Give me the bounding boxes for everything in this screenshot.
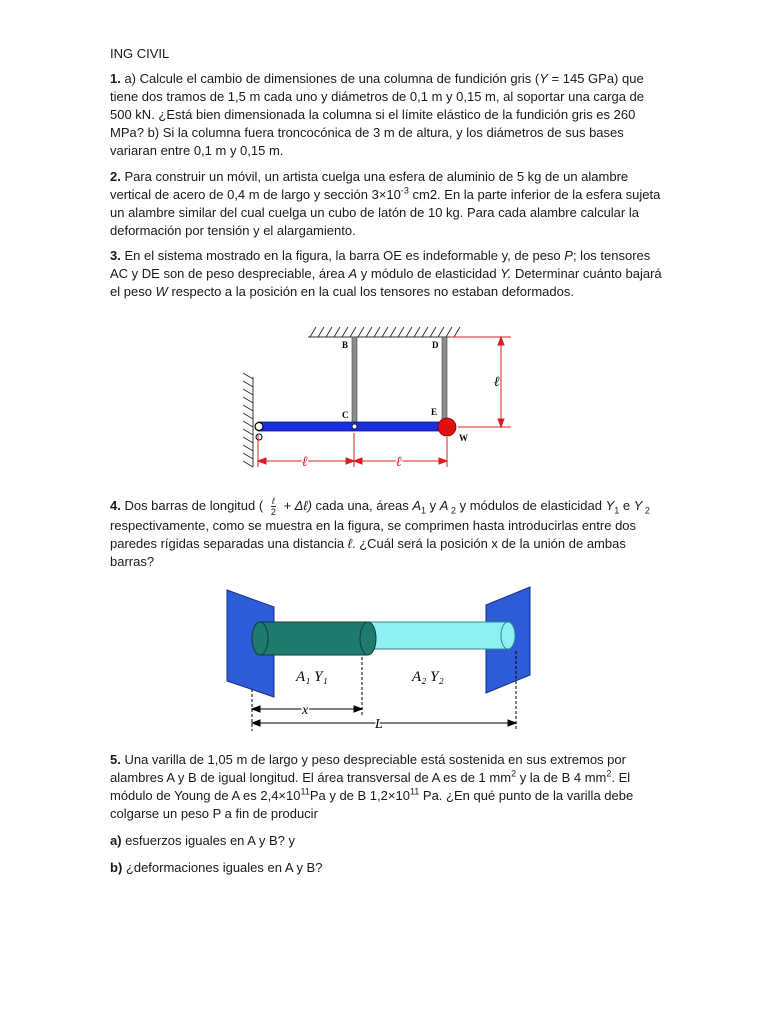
q5-exponent: 2	[606, 768, 612, 779]
question-5b	[110, 859, 662, 886]
question-3-number: 3.	[110, 248, 121, 263]
q5-exponent: 11	[300, 786, 310, 797]
q5-part: Pa y de B 1,2×10	[309, 788, 410, 803]
q4-part: e	[619, 497, 634, 513]
label-c: C	[342, 410, 349, 420]
q4-symbol: A	[412, 497, 422, 513]
label-w: W	[459, 433, 468, 443]
q1-part: a) Calcule el cambio de dimensiones de una columna de fundición gris (	[120, 71, 540, 86]
question-5a-label: a)	[110, 833, 122, 848]
q5-part: . El módulo de Young de A es 2,4×10	[110, 770, 631, 803]
q4-sub: 2	[642, 505, 650, 516]
question-2-text	[110, 168, 662, 240]
q4-sub: 2	[448, 505, 456, 516]
q4-part: respectivamente, como se muestra en la figura, se comprimen hasta introducirlas entre dos paredes rígidas separadas una distancia	[110, 518, 637, 551]
dim-vertical	[450, 337, 511, 427]
document-heading	[110, 44, 662, 73]
q1-symbol: Y	[539, 71, 548, 86]
question-1-text	[110, 70, 662, 160]
rod-bc	[352, 337, 357, 427]
joint-c	[352, 424, 357, 429]
q3-symbol: A	[348, 266, 358, 281]
ceiling-hatch	[308, 327, 466, 337]
q5-part: y la de B 4 mm	[516, 770, 607, 785]
question-2	[110, 168, 662, 249]
label-a1-y1: A₁ Y₁	[296, 669, 328, 685]
bar-2	[368, 622, 508, 649]
q5-exponent: 11	[409, 786, 420, 797]
q4-part: Dos barras de longitud (	[120, 497, 267, 513]
heading-text: ING CIVIL	[110, 46, 170, 61]
fraction-denominator: 2	[270, 507, 276, 517]
hinge-o	[255, 423, 263, 431]
question-1-number: 1.	[110, 71, 121, 86]
q2-part: cm2. En la parte inferior de la esfera sujeta un alambre similar del cual cuelga un cubo de latón de 10 kg. Para cada alambre calcular la deformación por tensión y el alargamiento.	[110, 187, 661, 238]
q4-part: . ¿Cuál será la posición x de la unión de ambas barras?	[110, 536, 626, 569]
question-5a-body: esfuerzos iguales en A y B? y	[121, 833, 295, 848]
q4-symbol: Y	[605, 497, 615, 513]
q1-part: = 145 GPa) que tiene dos tramos de 1,5 m cada uno y diámetros de 0,1 m y 0,15 m, al soportar una carga de 500 kN. ¿Está bien dimensionada la columna si el límite elástico de la fundición gris es 260 MPa? b) Si la columna fuera troncocónica de 3 m de altura, y los diámetros de sus bases variaran entre 0,1 m y 0,15 m.	[110, 71, 645, 158]
question-5a-text	[110, 832, 662, 850]
question-5a	[110, 832, 662, 859]
label-a2-y2: A₂ Y₂	[412, 669, 444, 685]
question-4	[110, 496, 662, 580]
question-5-text	[110, 751, 662, 823]
label-l-right: ℓ	[396, 455, 402, 470]
q3-part: respecto a la posición en la cual los tensores no estaban deformados.	[167, 284, 574, 299]
question-4-number: 4.	[110, 497, 121, 513]
question-5b-label: b)	[110, 860, 123, 875]
q5-part: Una varilla de 1,05 m de largo y peso despreciable está sostenida en sus extremos por alambres A y B de igual longitud. El área transversal de A es de 1 mm	[110, 752, 626, 785]
q5-part: Pa. ¿En qué punto de la varilla debe colgarse un peso P a fin de producir	[110, 788, 634, 821]
q3-symbol: W	[155, 284, 168, 299]
dim-horizontal	[258, 433, 447, 467]
label-b: B	[342, 340, 349, 350]
question-3	[110, 247, 662, 310]
figure-two-bars	[222, 585, 552, 735]
fraction-l-over-2	[271, 496, 276, 517]
label-l-left: ℓ	[302, 455, 308, 470]
label-l-vertical: ℓ	[494, 375, 500, 390]
q4-symbol: A	[439, 497, 449, 513]
question-5b-text	[110, 859, 662, 877]
question-5-number: 5.	[110, 752, 121, 767]
q4-sub: 1	[614, 505, 620, 516]
question-4-text	[110, 496, 662, 571]
q4-part: y módulos de elasticidad	[455, 497, 606, 513]
wall-hatch	[243, 373, 253, 467]
hinge-o-pin	[256, 434, 262, 440]
bar-1	[260, 622, 368, 655]
bar-1-start	[252, 622, 268, 655]
question-1	[110, 70, 662, 169]
q3-part: y módulo de elasticidad	[357, 266, 501, 281]
q4-sub: 1	[421, 505, 427, 516]
q3-part: En el sistema mostrado en la figura, la barra OE es indeformable y, de peso	[120, 248, 565, 263]
q3-part: Determinar cuánto bajará el peso	[110, 266, 662, 299]
q4-formula: + Δℓ)	[279, 497, 312, 513]
rod-de	[442, 337, 447, 427]
q3-symbol: P	[564, 248, 573, 263]
q3-part: ; los tensores AC y DE son de peso despreciable, área	[110, 248, 651, 281]
q4-symbol: Y	[633, 497, 643, 513]
q5-exponent: 2	[511, 768, 517, 779]
q2-exponent: -3	[400, 185, 409, 196]
label-e: E	[431, 407, 438, 417]
q4-symbol: ℓ	[347, 536, 352, 551]
q3-symbol: Y.	[500, 266, 512, 281]
question-5	[110, 751, 662, 832]
bar-1-end	[360, 622, 376, 655]
q2-part: Para construir un móvil, un artista cuelga una esfera de aluminio de 5 kg de un alambre vertical de acero de 0,4 m de largo y sección 3×10	[110, 169, 629, 202]
fraction-numerator: ℓ	[271, 496, 275, 506]
q4-part: y	[426, 497, 440, 513]
q4-part: cada una, áreas	[311, 497, 413, 513]
figure-bar-tensors	[236, 317, 526, 472]
weight-w	[438, 418, 456, 436]
question-2-number: 2.	[110, 169, 121, 184]
question-3-text	[110, 247, 662, 301]
label-l: L	[375, 717, 383, 732]
question-5b-body: ¿deformaciones iguales en A y B?	[122, 860, 323, 875]
label-x: x	[302, 703, 309, 718]
bar-2-end	[501, 622, 515, 649]
label-d: D	[432, 340, 439, 350]
dim-lines	[252, 651, 516, 731]
